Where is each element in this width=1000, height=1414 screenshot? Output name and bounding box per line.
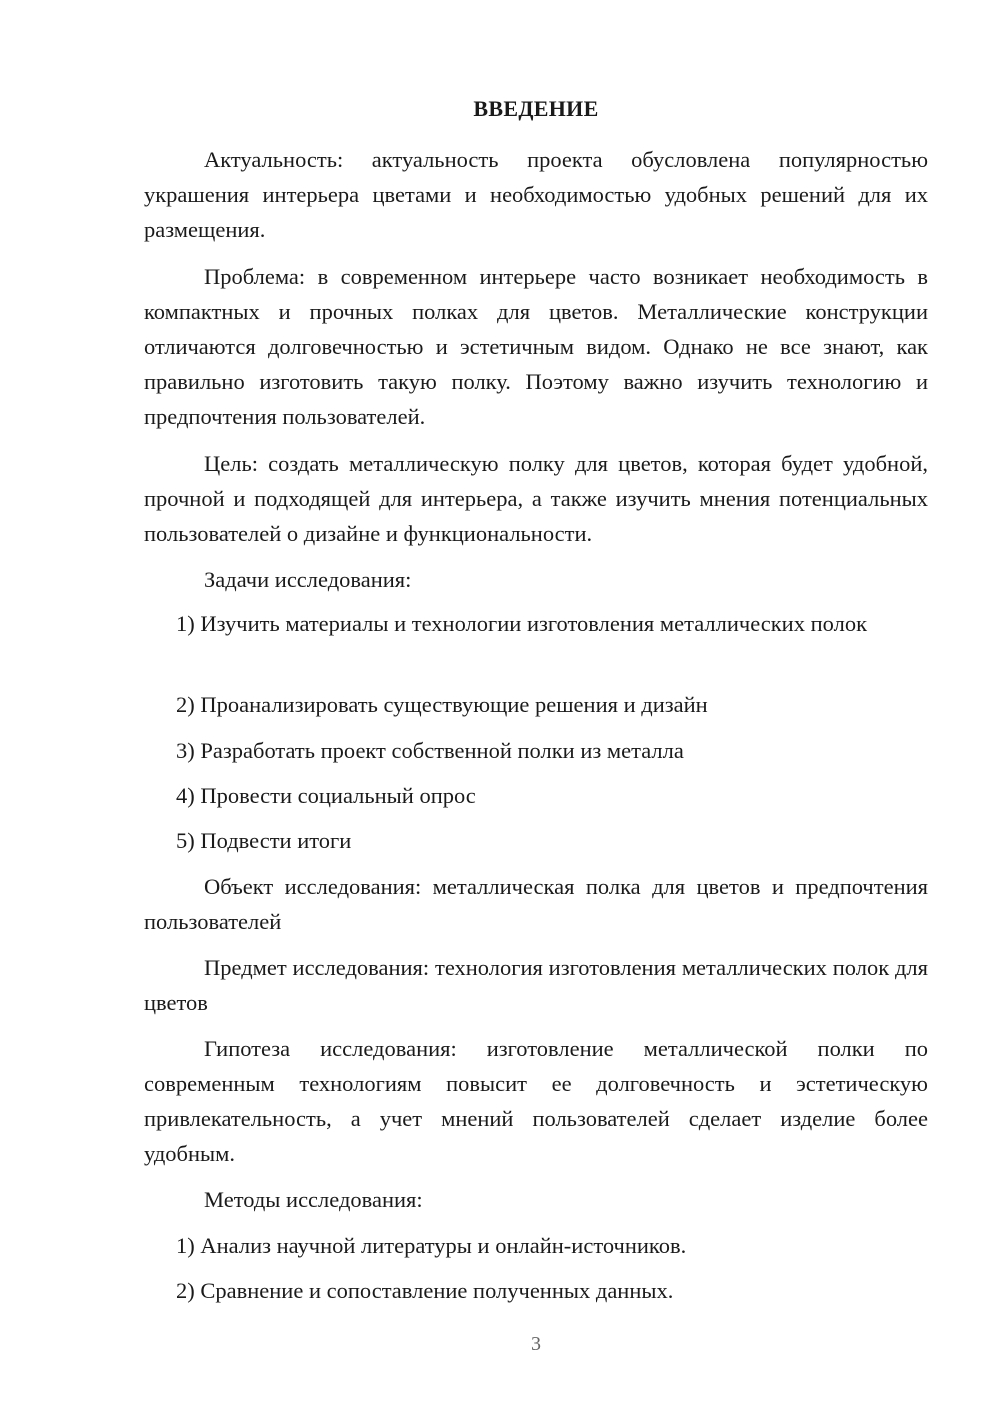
relevance-paragraph: Актуальность: актуальность проекта обусловлена популярностью украшения интерьера цветами и необходимостью удобных решений для их размещения.	[144, 147, 928, 242]
page-number: 3	[531, 1333, 541, 1355]
task-item: 4) Провести социальный опрос	[176, 783, 476, 808]
method-item: 1) Анализ научной литературы и онлайн-источников.	[176, 1233, 687, 1258]
task-item: 3) Разработать проект собственной полки из металла	[176, 738, 684, 763]
hypothesis-paragraph: Гипотеза исследования: изготовление металлической полки по современным технологиям повысит ее долговечность и эстетическую привлекательность, а учет мнений пользователей сделает изделие более удобным.	[144, 1036, 928, 1166]
methods-heading: Методы исследования:	[204, 1187, 423, 1212]
object-paragraph: Объект исследования: металлическая полка для цветов и предпочтения пользователей	[144, 874, 928, 934]
goal-paragraph: Цель: создать металлическую полку для цветов, которая будет удобной, прочной и подходящей для интерьера, а также изучить мнения потенциальных пользователей о дизайне и функциональности.	[144, 451, 928, 546]
problem-paragraph: Проблема: в современном интерьере часто возникает необходимость в компактных и прочных полках для цветов. Металлические конструкции отличаются долговечностью и эстетичным видом. Однако не все знают, как правильно изготовить такую полку. Поэтому важно изучить технологию и предпочтения пользователей.	[144, 264, 928, 429]
page-title: ВВЕДЕНИЕ	[473, 96, 599, 121]
task-item: 2) Проанализировать существующие решения и дизайн	[176, 692, 708, 717]
tasks-heading: Задачи исследования:	[204, 567, 412, 592]
method-item: 2) Сравнение и сопоставление полученных данных.	[176, 1278, 674, 1303]
subject-paragraph: Предмет исследования: технология изготовления металлических полок для цветов	[144, 955, 928, 1015]
task-item: 1) Изучить материалы и технологии изготовления металлических полок	[176, 611, 868, 636]
task-item: 5) Подвести итоги	[176, 828, 352, 853]
